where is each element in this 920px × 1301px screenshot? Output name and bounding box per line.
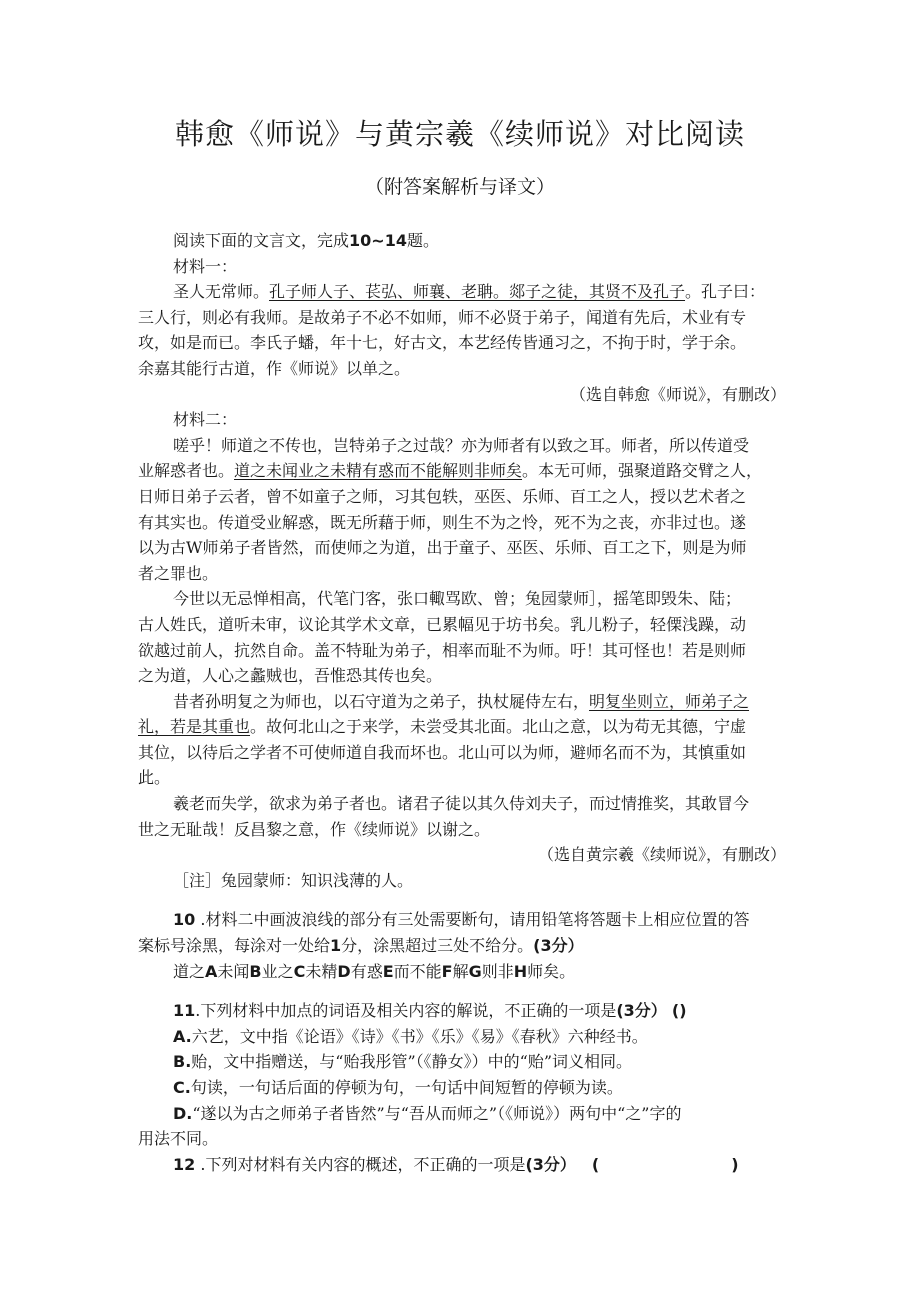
answer-blank-close: ) [731, 1154, 739, 1174]
option-marker-f[interactable]: F [441, 961, 453, 981]
text-span: 。故何北山之于来学，未尝受其北面。北山之意，以为苟无其德，宁虚 [250, 717, 747, 737]
text-span: 分，涂黑超过三处不给分。 [341, 936, 534, 956]
option-text: 而不能 [393, 961, 442, 981]
material-2-line: 今世以无忌惮相高，代笔门客，张口輙骂欧、曾；兔园蒙师］，摇笔即毁朱、陆； [173, 589, 742, 609]
option-text: 业之 [261, 961, 294, 981]
material-2-line: 古人姓氏，道听未审，议论其学术文章，已累幅见于坊书矣。乳儿粉子，轻傈浅躁，动 [138, 614, 747, 634]
intro-line [138, 228, 786, 254]
question-11-option-b[interactable] [138, 1049, 786, 1075]
answer-blank[interactable]: () [671, 1001, 687, 1021]
text-span: 案标号涂黑，每涂对一处给 [138, 936, 331, 956]
option-text: 道之 [173, 961, 206, 981]
question-11-stem [138, 998, 786, 1024]
option-text: 有惑 [350, 961, 383, 981]
material-2-note: ［注］兔园蒙师：知识浅薄的人。 [173, 870, 414, 890]
text-span: 业解惑者也。 [138, 461, 235, 481]
question-number: 12 [173, 1154, 196, 1174]
material-2-line: 日师日弟子云者，曾不如童子之师，习其包轶，巫医、乐师、百工之人，授以艺术者之 [138, 486, 747, 506]
wavy-line-sentence: 道之未闻业之未精有惑而不能解则非师矣 [234, 461, 523, 481]
material-2-line: 欲越过前人，抗然自命。盖不特耻为弟子，相率而耻不为师。吁！其可怪也！若是则师 [138, 640, 747, 660]
option-text: 解 [452, 961, 469, 981]
material-2-line [138, 689, 786, 715]
material-2-line: 此。 [138, 768, 171, 788]
text-span: .材料二中画波浪线的部分有三处需要断句，请用铅笔将答题卡上相应位置的答 [195, 910, 750, 930]
material-1-line: 三人行，则必有我师。是故弟子不必不如师，师不必贤于弟子，闻道有先后，术业有专 [138, 307, 747, 327]
material-2-line: 以为古W师弟子者皆然，而使师之为道，出于童子、巫医、乐师、百工之下，则是为师 [138, 538, 747, 558]
question-10-stem-2 [138, 933, 786, 959]
material-2-line: 其位，以待后之学者不可使师道自我而坏也。北山可以为师，避师名而不为，其慎重如 [138, 742, 747, 762]
option-marker-b[interactable]: B [249, 961, 262, 981]
question-11-option-d-cont: 用法不同。 [138, 1129, 219, 1149]
text-span: 圣人无常师。 [173, 282, 270, 302]
option-marker-a[interactable]: A [205, 961, 218, 981]
material-1-label: 材料一： [173, 256, 238, 276]
text-span: .下列对材料有关内容的概述，不正确的一项是 [195, 1154, 526, 1174]
material-2-line: 之为道，人心之蠡贼也，吾惟恐其传也矣。 [138, 666, 443, 686]
text-span: 昔者孙明复之为师也，以石守道为之弟子，执杖屣侍左右， [173, 691, 590, 711]
underlined-sentence: 明复坐则立，师弟子之 [589, 691, 750, 711]
option-marker-e[interactable]: E [382, 961, 394, 981]
text-span: 。孔子曰： [685, 282, 766, 302]
material-2-line [138, 458, 786, 484]
material-1-source: （选自韩愈《师说》，有删改） [569, 384, 786, 404]
question-10-options [138, 959, 786, 985]
option-text: 则非 [481, 961, 514, 981]
option-key: A. [173, 1026, 192, 1046]
option-key: B. [173, 1052, 192, 1072]
spacer [138, 893, 786, 907]
intro-range: 10~14 [349, 231, 407, 250]
option-marker-c[interactable]: C [293, 961, 306, 981]
question-number: 11 [173, 1001, 196, 1021]
material-2-line: 世之无耻哉！反昌黎之意，作《续师说》以谢之。 [138, 819, 491, 839]
document-body [138, 228, 786, 1177]
underlined-sentence: 礼，若是其重也 [138, 717, 251, 737]
material-2-label: 材料二： [173, 410, 238, 430]
option-marker-g[interactable]: G [468, 961, 482, 981]
score-value: 1 [330, 936, 342, 956]
material-2-source: （选自黄宗羲《续师说》，有删改） [537, 845, 786, 865]
material-2-line: 羲老而失学，欲求为弟子者也。诸君子徒以其久侍刘夫子，而过情推奖，其敢冒今 [173, 794, 750, 814]
question-12-stem [138, 1152, 786, 1178]
answer-blank-open[interactable]: ( [591, 1154, 600, 1174]
question-11-option-d[interactable] [138, 1101, 786, 1127]
material-1-line: 攻，如是而已。李氏子蟠，年十七，好古文，本艺经传皆通习之，不拘于时，学于余。 [138, 333, 747, 353]
material-2-line: 者之罪也。 [138, 563, 219, 583]
text-span: .下列材料中加点的词语及相关内容的解说，不正确的一项是 [195, 1001, 617, 1021]
option-text: 六艺，文中指《论语》《诗》《书》《乐》《易》《春秋》六种经书。 [191, 1026, 648, 1046]
material-2-line: 嗟乎！师道之不传也，岂特弟子之过哉？亦为师者有以致之耳。师者，所以传道受 [173, 435, 750, 455]
spacer [138, 984, 786, 998]
option-key: D. [173, 1103, 193, 1123]
question-score: (3分） [533, 936, 584, 956]
option-text: “遂以为古之师弟子者皆然”与“吾从而师之”（《师说》）两句中“之”字的 [192, 1103, 682, 1123]
underlined-sentence: 孔子师人子、苌弘、师襄、老聃。郯子之徒，其贤不及孔子 [269, 282, 686, 302]
material-2-line: 有其实也。传道受业解惑，既无所藉于师，则生不为之怜，死不为之丧，亦非过也。遂 [138, 512, 747, 532]
material-1-line: 余嘉其能行古道，作《师说》以单之。 [138, 358, 411, 378]
option-text: 贻，文中指赠送，与“贻我彤管”（《静女》）中的“贻”词义相同。 [191, 1052, 633, 1072]
option-key: C. [173, 1078, 191, 1097]
intro-text: 阅读下面的文言文，完成 [173, 231, 350, 250]
document-subtitle: （附答案解析与译文） [364, 176, 555, 198]
option-marker-h[interactable]: H [513, 961, 528, 981]
option-text: 未闻 [217, 961, 250, 981]
document-title: 韩愈《师说》与黄宗羲《续师说》对比阅读 [174, 117, 745, 151]
option-text: 句读，一句话后面的停顿为句，一句话中间短暂的停顿为读。 [190, 1078, 623, 1097]
question-number: 10 [173, 910, 196, 930]
question-10-stem [138, 907, 786, 933]
question-11-option-c[interactable] [138, 1075, 786, 1101]
question-11-option-a[interactable] [138, 1024, 786, 1050]
option-text: 师矣。 [527, 961, 576, 981]
text-span: 。本无可师，强聚道路交臂之人， [522, 461, 763, 481]
question-score: (3分） [616, 1001, 667, 1021]
question-score: (3分） [525, 1154, 576, 1174]
option-text: 未精 [305, 961, 338, 981]
intro-tail: 题。 [406, 231, 439, 250]
option-marker-d[interactable]: D [337, 961, 351, 981]
material-2-line [138, 714, 786, 740]
material-1-line [138, 279, 786, 305]
